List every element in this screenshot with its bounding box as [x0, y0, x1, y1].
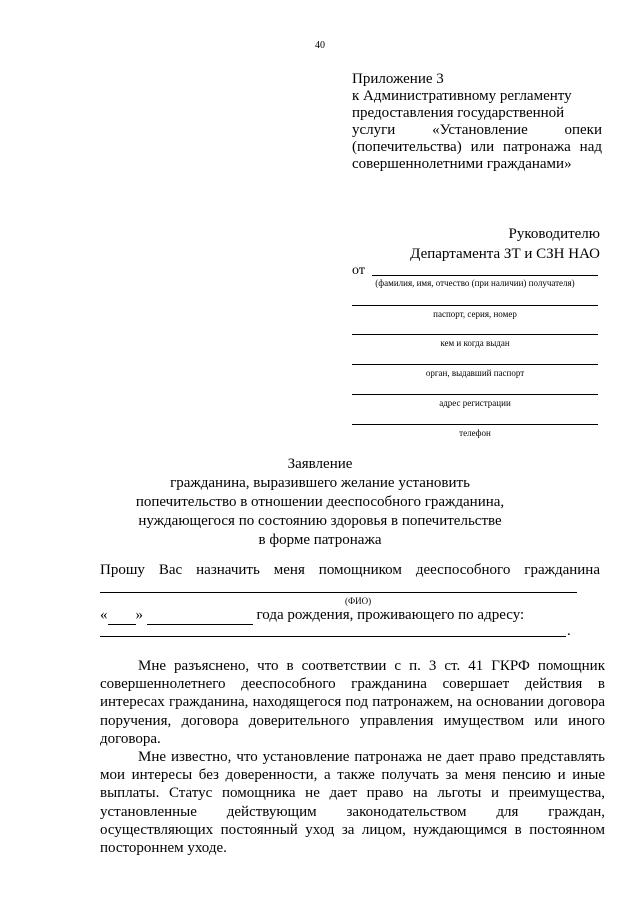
passport-caption: паспорт, серия, номер	[433, 309, 517, 319]
applicant-name-caption: (фамилия, имя, отчество (при наличии) получателя)	[375, 278, 575, 288]
appendix-line: (попечительства) или патронажа над	[352, 139, 602, 155]
paragraph-text: Мне известно, что установление патронажа не дает право представлять мои интересы без доверенности, а также получать за меня пенсию и иные выплаты. Статус помощника не дает право на льготы и преимущества, установленные действующим законодательством для граждан, осуществляющих постоянный уход за лицом, нуждающимся в постоянном постороннем уходе.	[100, 749, 605, 857]
paragraph-explanation	[100, 657, 605, 748]
applicant-name-field[interactable]	[372, 275, 598, 276]
issuing-authority-field[interactable]	[352, 364, 598, 365]
paragraph-acknowledgement	[100, 748, 605, 857]
appendix-header	[352, 71, 602, 173]
title-line: попечительство в отношении дееспособного гражданина,	[135, 494, 505, 510]
ward-address-field[interactable]	[100, 636, 566, 637]
issued-by-field[interactable]	[352, 334, 598, 335]
appendix-line: к Административному регламенту	[352, 88, 572, 104]
fio-caption: (ФИО)	[345, 596, 372, 606]
ward-fio-field[interactable]	[100, 592, 577, 593]
passport-field[interactable]	[352, 305, 598, 306]
recipient-title: Руководителю	[508, 226, 600, 242]
from-label: от	[352, 263, 365, 278]
request-text: Прошу Вас назначить меня помощником дееспособного гражданина	[100, 562, 600, 578]
appendix-line: Приложение 3	[352, 71, 444, 87]
issued-by-caption: кем и когда выдан	[440, 338, 510, 348]
appendix-line: услуги «Установление опеки	[352, 122, 602, 138]
birth-month-year-field[interactable]	[147, 607, 253, 625]
title-line: в форме патронажа	[258, 532, 382, 548]
birth-text: года рождения, проживающего по адресу:	[256, 607, 525, 623]
registration-address-field[interactable]	[352, 394, 598, 395]
paragraph-text: Мне разъяснено, что в соответствии с п. 3 ст. 41 ГКРФ помощник совершеннолетнего дееспособного гражданина совершает действия в интересах гражданина, находящегося под патронажем, на основании договора поручения, договора доверительного управления имуществом или иного договора.	[100, 658, 605, 747]
title-line: нуждающегося по состоянию здоровья в попечительстве	[138, 513, 502, 529]
appendix-line: предоставления государственной	[352, 105, 565, 121]
title-line: Заявление	[287, 456, 353, 472]
birth-date-row	[100, 607, 524, 625]
birth-day-field[interactable]	[108, 607, 136, 625]
quote-close: »	[135, 607, 143, 623]
issuing-authority-caption: орган, выдавший паспорт	[425, 368, 525, 378]
phone-caption: телефон	[459, 428, 491, 438]
page-number: 40	[315, 40, 325, 51]
phone-field[interactable]	[352, 424, 598, 425]
recipient-department: Департамента ЗТ и СЗН НАО	[410, 246, 600, 262]
statement-title	[0, 455, 640, 550]
registration-address-caption: адрес регистрации	[439, 398, 511, 408]
address-end-dot: .	[567, 623, 571, 639]
title-line: гражданина, выразившего желание установить	[170, 475, 470, 491]
quote-open: «	[100, 607, 108, 623]
appendix-line: совершеннолетними гражданами»	[352, 156, 572, 172]
